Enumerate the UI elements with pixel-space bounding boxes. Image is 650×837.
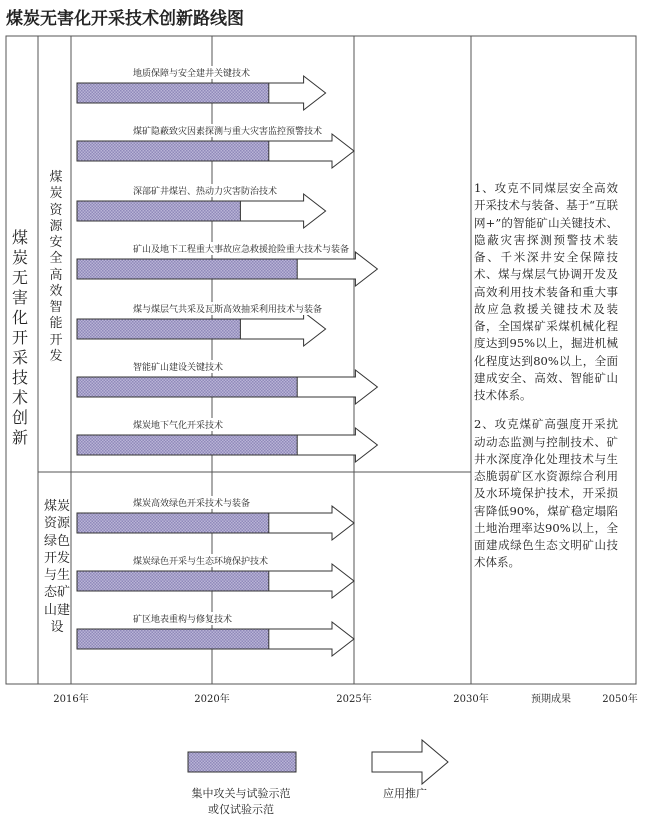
task-label-9: 煤炭绿色开采与生态环境保护技术 <box>131 554 270 567</box>
task-arrow-9 <box>267 564 354 598</box>
legend-arrow-label: 应用推广 <box>383 787 427 800</box>
expected-outcomes <box>474 180 618 584</box>
task-label-3: 深部矿井煤岩、热动力灾害防治技术 <box>131 184 279 197</box>
group-label-2: 煤炭 资源 绿色 开发 与生 态矿 山建 设 <box>43 499 70 635</box>
task-arrow-10 <box>267 622 354 656</box>
legend-bar-swatch <box>188 752 296 772</box>
legend-bar-label-line2: 或仅试验示范 <box>208 802 274 816</box>
task-label-4: 矿山及地下工程重大事故应急救援抢险重大技术与装备 <box>131 242 351 255</box>
axis-label-2025: 2025年 <box>336 694 372 705</box>
group-label-1: 煤 炭 资 源 安 全 高 效 智 能 开 发 <box>49 170 63 364</box>
task-bar-10 <box>77 629 269 649</box>
task-label-1: 地质保障与安全建井关键技术 <box>131 66 252 79</box>
axis-label-2020: 2020年 <box>194 694 230 705</box>
axis-label-outcomes: 预期成果 <box>531 694 571 705</box>
task-arrow-1 <box>267 76 326 110</box>
axis-label-2016: 2016年 <box>53 694 89 705</box>
task-bar-6 <box>77 377 297 397</box>
task-arrow-7 <box>295 428 377 462</box>
task-label-2: 煤矿隐蔽致灾因素探测与重大灾害监控预警技术 <box>131 124 324 137</box>
task-arrow-6 <box>295 370 377 404</box>
task-label-6: 智能矿山建设关键技术 <box>131 360 225 373</box>
task-arrow-2 <box>267 134 354 168</box>
task-label-8: 煤炭高效绿色开采技术与装备 <box>131 496 252 509</box>
axis-label-2050: 2050年 <box>602 694 638 705</box>
task-arrow-3 <box>238 194 325 228</box>
task-bar-2 <box>77 141 269 161</box>
task-arrow-5 <box>238 312 325 346</box>
main-label: 煤 炭 无 害 化 开 采 技 术 创 新 <box>11 228 28 447</box>
outcome-2: 2、攻克煤矿高强度开采扰动动态监测与控制技术、矿井水深度净化处理技术与生态脆弱矿区水资源综合利用及水环境保护技术，开采损害降低90%，煤矿稳定塌陷土地治理率达90%以上，全面建成绿色生态文明矿山技术体系。 <box>474 417 618 570</box>
task-bar-3 <box>77 201 240 221</box>
page-title: 煤炭无害化开采技术创新路线图 <box>6 9 244 29</box>
legend-arrow-swatch <box>372 740 448 784</box>
task-arrow-8 <box>267 506 354 540</box>
legend-bar-label-line1: 集中攻关与试验示范 <box>191 787 291 800</box>
task-bar-7 <box>77 435 297 455</box>
task-label-10: 矿区地表重构与修复技术 <box>131 612 234 625</box>
legend-bar-label <box>186 786 296 818</box>
task-bar-9 <box>77 571 269 591</box>
task-label-5: 煤与煤层气共采及瓦斯高效抽采利用技术与装备 <box>131 302 324 315</box>
task-arrow-4 <box>295 252 377 286</box>
task-label-7: 煤炭地下气化开采技术 <box>131 418 225 431</box>
task-bar-5 <box>77 319 240 339</box>
task-bar-4 <box>77 259 297 279</box>
task-bar-8 <box>77 513 269 533</box>
axis-label-2030: 2030年 <box>453 694 489 705</box>
task-bar-1 <box>77 83 269 103</box>
outcome-1: 1、攻克不同煤层安全高效开采技术与装备、基于“互联网+”的智能矿山关键技术、隐蔽灾害探测预警技术装备、千米深井安全保障技术、煤与煤层气协调开发及高效利用技术装备和重大事故应急救援关键技术及装备，全国煤矿采煤机械化程度达到95%以上，掘进机械化程度达到80%以上，全面建成安全、高效、智能矿山技术体系。 <box>474 181 618 402</box>
